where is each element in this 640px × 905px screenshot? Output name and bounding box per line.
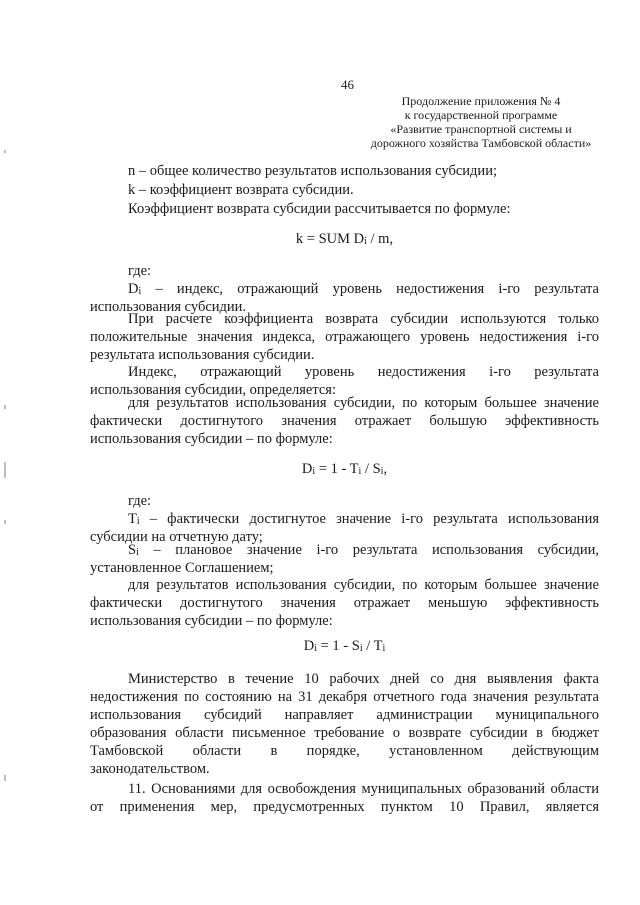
text-line: Si – плановое значение i-го результата использования субсидии, <box>128 542 599 558</box>
paragraph-n-definition <box>90 162 599 180</box>
text-line: результата использования субсидии. <box>90 347 315 363</box>
text-line: фактически достигнутого значения отражает меньшую эффективность <box>90 595 599 611</box>
text-line: от применения мер, предусмотренных пунктом 10 Правил, является <box>90 799 599 815</box>
text-line: положительные значения индекса, отражающего уровень недостижения i-го <box>90 329 599 345</box>
paragraph-si-definition <box>90 541 599 577</box>
text-line: Di – индекс, отражающий уровень недостижения i-го результата <box>128 281 599 297</box>
scan-margin-mark <box>4 775 6 781</box>
paragraph-11 <box>90 780 599 816</box>
header-line: «Развитие транспортной системы и <box>390 122 572 136</box>
formula-k: k = SUM Di / m, <box>295 231 394 247</box>
text-line: Коэффициент возврата субсидии рассчитывается по формуле: <box>128 201 511 217</box>
where-label <box>90 492 599 510</box>
text-line: использования субсидий направляет администрации муниципального <box>90 707 599 723</box>
text-line: использования субсидии – по формуле: <box>90 613 333 629</box>
text-line: При расчете коэффициента возврата субсидии используются только <box>128 311 599 327</box>
text-line: для результатов использования субсидии, по которым большее значение <box>128 577 599 593</box>
scan-margin-mark <box>4 150 6 153</box>
text-line: использования субсидии, определяется: <box>90 382 336 398</box>
paragraph-positive-values <box>90 310 599 364</box>
text-line: образования области письменное требование о возврате субсидии в бюджет <box>90 725 599 741</box>
text-line: субсидии на отчетную дату; <box>90 529 263 545</box>
page-number: 46 <box>341 77 354 92</box>
scan-margin-mark <box>4 462 6 478</box>
formula-di-case1: Di = 1 - Ti / Si, <box>301 461 388 477</box>
header-line: Продолжение приложения № 4 <box>401 94 561 108</box>
text-line: использования субсидии. <box>90 299 247 315</box>
text-line: k – коэффициент возврата субсидии. <box>128 182 354 198</box>
paragraph-formula-intro <box>90 200 599 218</box>
text-line: Индекс, отражающий уровень недостижения i-го результата <box>128 364 599 380</box>
text-line: использования субсидии – по формуле: <box>90 431 333 447</box>
paragraph-ministry-requirement <box>90 670 599 778</box>
text-line: Тамбовской области в порядке, установленном действующим <box>90 743 599 759</box>
text-line: недостижения по состоянию на 31 декабря отчетного года значения результата <box>90 689 599 705</box>
text-line: где: <box>128 493 152 509</box>
scan-margin-mark <box>4 405 6 409</box>
scan-margin-mark <box>4 520 6 524</box>
where-label <box>90 262 599 280</box>
formula-di-case2: Di = 1 - Si / Ti <box>303 638 386 654</box>
text-line: для результатов использования субсидии, по которым большее значение <box>128 395 599 411</box>
header-line: к государственной программе <box>404 108 558 122</box>
paragraph-case-larger-worse <box>90 576 599 630</box>
text-line: Министерство в течение 10 рабочих дней со дня выявления факта <box>128 671 599 687</box>
text-line: n – общее количество результатов использования субсидии; <box>128 163 497 179</box>
text-line: фактически достигнутого значения отражает большую эффективность <box>90 413 599 429</box>
paragraph-k-definition <box>90 181 599 199</box>
text-line: установленное Соглашением; <box>90 560 274 576</box>
text-line: Ti – фактически достигнутое значение i-го результата использования <box>128 511 599 527</box>
header-line: дорожного хозяйства Тамбовской области» <box>370 136 592 150</box>
paragraph-case-larger-better <box>90 394 599 448</box>
appendix-header <box>366 94 596 150</box>
text-line: законодательством. <box>90 761 210 777</box>
text-line: 11. Основаниями для освобождения муниципальных образований области <box>128 781 599 797</box>
text-line: где: <box>128 263 152 279</box>
